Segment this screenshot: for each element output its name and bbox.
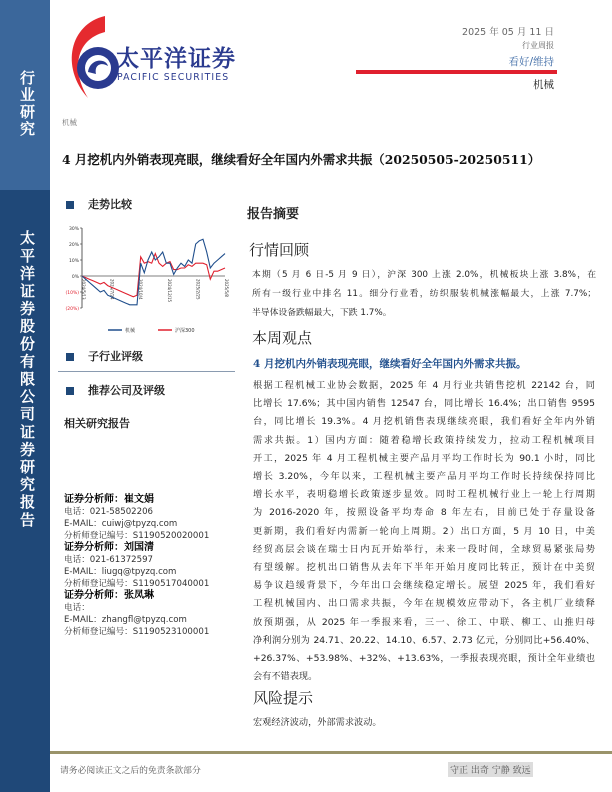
view-line: 为 2016-2020 年，按照设备平均寿命 8 年左右，目前已处于存量设备	[253, 507, 595, 519]
review-paragraph	[252, 266, 596, 323]
analyst-email: E-MAIL：liugq@tpyzq.com	[64, 567, 177, 577]
analyst-reg: 分析师登记编号：S1190523100001	[64, 627, 210, 637]
view-line: 经贸高层会谈在瑞士日内瓦开始举行，未来一段时间，全球贸易紧张局势	[253, 543, 595, 555]
industry-rating: 看好/维持	[508, 56, 554, 68]
view-line: +26.37%、+53.98%、+32%、+13.63%，一季报表现亮眼，预计全年业绩也	[253, 653, 595, 665]
header-divider	[356, 70, 557, 74]
y-tick-label: (20%)	[65, 307, 79, 312]
trend-title-text: 走势比较	[88, 198, 132, 211]
analyst-name: 证券分析师：刘国清	[64, 542, 154, 553]
analyst-reg: 分析师登记编号：S1190517040001	[64, 579, 210, 589]
risk-text: 宏观经济波动，外部需求波动。	[253, 717, 382, 728]
x-tick-label: 2024/12/15	[166, 279, 172, 303]
footer-divider	[50, 751, 612, 754]
view-paragraph	[253, 377, 595, 686]
view-line: 需求共振。1）国内方面：随着稳增长政策持续发力，拉动工程机械项目	[253, 434, 595, 446]
view-line: 台，同比增长 19.3%。4 月挖机销售表现继续亮眼，我们看好全年内外销	[253, 416, 595, 428]
sub-rating-title	[66, 348, 143, 364]
x-tick-label: 2025/2/25	[195, 279, 201, 300]
x-tick-label: 2024/10/4	[138, 279, 144, 300]
review-line: 半导体设备跌幅最大，下跌 1.7%。	[252, 308, 392, 318]
view-line: 根据工程机械工业协会数据，2025 年 4 月行业共销售挖机 22142 台，同	[253, 380, 595, 391]
footer-disclaimer: 请务必阅读正文之后的免责条款部分	[60, 766, 201, 776]
view-title: 本周观点	[252, 329, 313, 347]
view-line: 放预期强，从 2025 年一季报来看，三一、徐工、中联、柳工、山推归母	[253, 616, 595, 628]
analyst-email: E-MAIL：zhangfl@tpyzq.com	[64, 615, 187, 625]
analyst-1	[64, 494, 209, 542]
analyst-phone: 电话：	[64, 603, 90, 613]
bullet-icon	[66, 387, 74, 395]
sub-rating-title-text: 子行业评级	[88, 350, 143, 363]
trend-chart	[60, 222, 235, 340]
bullet-icon	[66, 353, 74, 361]
sidebar-top-label: 行业研究	[18, 70, 36, 138]
bullet-icon	[66, 201, 74, 209]
analyst-phone: 电话：021-58502206	[64, 507, 154, 517]
analyst-3	[64, 590, 209, 638]
left-divider	[58, 371, 235, 372]
risk-title: 风险提示	[253, 689, 314, 707]
y-tick-label: 10%	[68, 259, 79, 264]
report-type: 行业周报	[522, 41, 554, 50]
view-line: 开工，2025 年 4 月工程机械主要产品月平均工作时长为 90.1 小时，同比	[253, 452, 595, 464]
view-line: 工程机械国内、出口需求共振，今年在规模效应带动下，各主机厂业绩释	[253, 598, 595, 610]
page-title: 4 月挖机内外销表现亮眼，继续看好全年国内外需求共振（20250505-20250511）	[62, 152, 541, 167]
view-line: 增长水平，表明稳增长政策逐步显效。同时工程机械行业上一轮上行周期	[253, 489, 595, 501]
logo-icon	[60, 12, 120, 102]
industry-name: 机械	[533, 79, 554, 91]
y-tick-label: (10%)	[65, 291, 79, 296]
review-line: 所有一级行业中排名 11。细分行业看，纺织服装机械涨幅最大，上涨 7.7%；	[252, 289, 596, 299]
x-tick-label: 2024/7/24	[109, 279, 115, 300]
view-line: 易争议趋缓背景下，今年出口会继续稳定增长。展望 2025 年，我们看好	[253, 580, 595, 592]
legend-label: 沪深300	[175, 327, 195, 334]
analyst-name: 证券分析师：张凤琳	[64, 590, 154, 601]
y-tick-label: 30%	[68, 227, 79, 232]
y-tick-label: 20%	[68, 243, 79, 248]
breadcrumb: 机械	[62, 118, 77, 127]
related-reports-title: 相关研究报告	[64, 417, 130, 430]
recommend-title	[66, 382, 165, 398]
recommend-title-text: 推荐公司及评级	[88, 384, 165, 397]
view-line: 比增长 17.6%；其中国内销售 12547 台，同比增长 16.4%；出口销售 9595	[253, 398, 595, 410]
analyst-reg: 分析师登记编号：S1190520020001	[64, 531, 210, 541]
review-title: 行情回顾	[249, 241, 310, 259]
logo-text-cn: 太平洋证券	[116, 46, 236, 72]
view-heading: 4 月挖机内外销表现亮眼，继续看好全年国内外需求共振。	[253, 358, 527, 370]
footer-motto: 守正 出奇 宁静 致远	[448, 762, 533, 777]
logo-text-en: PACIFIC SECURITIES	[117, 72, 230, 83]
view-line: 有望缓解。挖机出口销售从去年下半年开始月度同比转正，预计在中美贸	[253, 562, 595, 574]
view-line: 会有不错表现。	[253, 671, 318, 683]
view-line: 净利润分别为 24.71、20.22、14.10、6.57、2.73 亿元，分别同比+56.40%、	[253, 634, 595, 646]
y-tick-label: 0%	[71, 275, 79, 280]
view-line: 增长 3.20%，今年以来，工程机械主要产品月平均工作时长持续保持同比	[253, 471, 595, 483]
x-tick-label: 2025/5/8	[224, 279, 229, 297]
analyst-phone: 电话：021-61372597	[64, 555, 154, 565]
sidebar-bottom-label: 太平洋证券股份有限公司证券研究报告	[18, 230, 36, 530]
review-line: 本期（5 月 6 日-5 月 9 日），沪深 300 上涨 2.0%，机械板块上涨 3.8%，在	[252, 270, 596, 280]
summary-title: 报告摘要	[247, 207, 300, 222]
analyst-2	[64, 542, 209, 590]
x-tick-label: 2024/5/13	[81, 279, 86, 300]
legend-label: 机械	[125, 327, 136, 334]
series-line-机械	[82, 239, 225, 305]
analyst-name: 证券分析师：崔文娟	[64, 494, 154, 505]
view-line: 更新期，我们看好内需新一轮向上周期。2）出口方面，5 月 10 日，中美	[253, 525, 595, 537]
trend-title	[66, 196, 132, 212]
report-date: 2025 年 05 月 11 日	[462, 27, 554, 38]
analyst-list	[64, 494, 209, 638]
analyst-email: E-MAIL：cuiwj@tpyzq.com	[64, 519, 178, 529]
